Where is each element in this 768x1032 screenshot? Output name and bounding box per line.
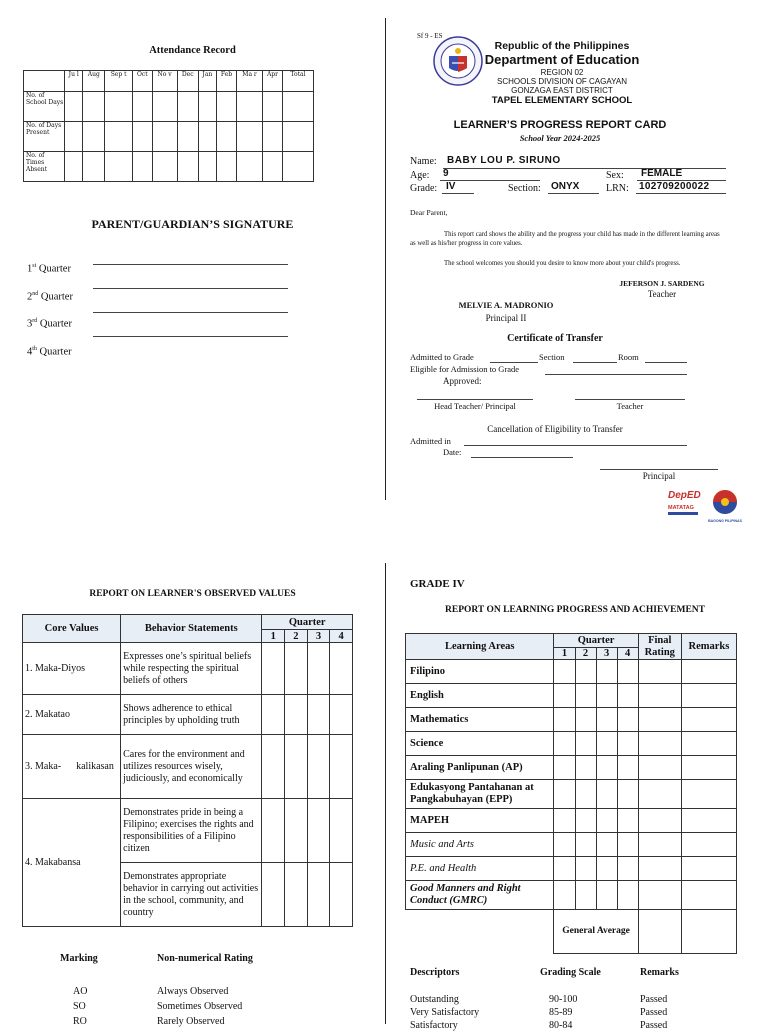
grade-cell[interactable] [617,833,638,857]
admitted-in-label: Admitted in [410,436,451,446]
rating-cell[interactable] [285,735,308,799]
transfer-principal-label: Principal [642,471,676,481]
month-header: Jan [198,71,216,92]
rating-cell[interactable] [285,799,308,863]
grade-cell[interactable] [596,780,617,809]
rating-cell[interactable] [307,799,330,863]
grade-cell[interactable] [596,881,617,910]
month-header: Apr [262,71,282,92]
grade-cell[interactable] [617,732,638,756]
core-value: 4. Makabansa [23,799,121,927]
descriptor: Satisfactory [410,1020,458,1031]
learning-area: English [406,684,554,708]
transfer-head-label: Head Teacher/ Principal [434,401,516,411]
grading-scale-header: Grading Scale [540,967,601,978]
learning-area: Good Manners and Right Conduct (GMRC) [406,881,554,910]
learner-section-label: Section: [508,183,541,194]
descriptor-remark: Passed [640,994,668,1005]
marking-header: Marking [60,953,98,964]
attendance-row-label: No. of Times Absent [24,152,65,182]
logo-bar [668,512,698,515]
remarks-cell[interactable] [681,780,736,809]
rating-cell[interactable] [285,643,308,695]
learner-sex-label: Sex: [606,170,624,181]
marking-rating: Always Observed [157,986,229,997]
behavior-statement: Shows adherence to ethical principles by upholding truth [121,695,262,735]
rating-header: Non-numerical Rating [157,953,253,964]
behavior-statement: Demonstrates appropriate behavior in carrying out activities in the school, community, and country [121,863,262,927]
col-quarter: Quarter [262,615,353,630]
month-header: Ma r [237,71,263,92]
remarks-cell[interactable] [681,857,736,881]
learner-age[interactable]: 9 [443,168,449,179]
grade-cell[interactable] [554,732,575,756]
descriptor-remark: Passed [640,1020,668,1031]
learner-section[interactable]: ONYX [551,181,580,192]
grade-cell[interactable] [575,809,596,833]
marking-code: RO [73,1016,87,1027]
learning-area: Music and Arts [406,833,554,857]
grade-cell[interactable] [617,660,638,684]
underline [548,193,599,194]
transfer-title: Certificate of Transfer [507,333,603,344]
deped-matatag-logo [668,490,706,522]
grade-cell[interactable] [617,881,638,910]
final-rating-cell[interactable] [638,857,681,881]
general-average-label: General Average [554,910,638,954]
rating-cell[interactable] [330,735,353,799]
divider-bottom [385,563,386,1024]
month-header: Oct [133,71,152,92]
grade-cell[interactable] [617,756,638,780]
signature-line[interactable] [93,312,288,313]
transfer-approved-label: Approved: [443,376,482,386]
marking-codes [73,984,87,1029]
header-district: GONZAGA EAST DISTRICT [511,86,613,95]
descriptor-remark: Passed [640,1007,668,1018]
rating-cell[interactable] [262,695,285,735]
rating-cell[interactable] [262,863,285,927]
admitted-in-field[interactable] [464,445,687,446]
month-header: Aug [83,71,105,92]
underline [442,193,474,194]
grade-cell[interactable] [617,780,638,809]
signature-line[interactable] [93,288,288,289]
month-header: Total [283,71,314,92]
signature-row-q2: 2nd Quarter [27,290,73,302]
grade-cell[interactable] [596,809,617,833]
header-region: REGION 02 [540,68,584,77]
values-table [22,614,353,927]
col-final-rating: Final Rating [638,634,681,660]
quarter-header: 1 [554,648,575,660]
bagong-pilipinas-icon [708,489,742,515]
grade-cell[interactable] [575,857,596,881]
grade-cell[interactable] [575,833,596,857]
quarter-header: 4 [330,630,353,643]
date-label: Date: [443,447,462,457]
grade-cell[interactable] [596,732,617,756]
signature-row-q4: 4th Quarter [27,345,72,357]
attendance-row-label: No. of Days Present [24,122,65,152]
remarks-cell[interactable] [681,684,736,708]
rating-cell[interactable] [262,799,285,863]
general-average-cell[interactable] [638,910,681,954]
signature-row-q1: 1st Quarter [27,263,71,275]
col-behavior: Behavior Statements [121,615,262,643]
learning-area: Mathematics [406,708,554,732]
marking-rating: Sometimes Observed [157,1001,243,1012]
transfer-admitted-label: Admitted to Grade [410,352,474,362]
blank-cell [406,910,554,954]
school-year: School Year 2024-2025 [519,133,601,143]
rating-cell[interactable] [330,863,353,927]
grade-cell[interactable] [554,809,575,833]
learning-area: MAPEH [406,809,554,833]
rating-cell[interactable] [330,695,353,735]
learner-name[interactable]: BABY LOU P. SIRUNO [447,155,561,166]
marking-code: SO [73,1001,86,1012]
header-division: SCHOOLS DIVISION OF CAGAYAN [497,77,627,86]
section-field[interactable] [573,362,617,363]
quarter-header: 2 [285,630,308,643]
descriptor: Outstanding [410,994,459,1005]
behavior-statement: Demonstrates pride in being a Filipino; exercises the rights and responsibilities of a Filipino citizen [121,799,262,863]
rating-cell[interactable] [307,643,330,695]
learner-grade-label: Grade: [410,183,438,194]
grade-cell[interactable] [554,881,575,910]
attendance-row-label: No. of School Days [24,92,65,122]
grade-title: GRADE IV [410,578,465,590]
underline [443,168,726,169]
eligible-grade-field[interactable] [545,374,687,375]
rating-cell[interactable] [262,735,285,799]
rating-cell[interactable] [330,799,353,863]
grade-cell[interactable] [575,780,596,809]
transfer-teacher-label: Teacher [616,401,644,411]
descriptor: Very Satisfactory [410,1007,480,1018]
values-title: REPORT ON LEARNER'S OBSERVED VALUES [89,589,296,599]
grade-cell[interactable] [596,708,617,732]
rating-cell[interactable] [307,735,330,799]
signature-line[interactable] [93,336,288,337]
progress-table [405,633,737,954]
remarks-cell[interactable] [681,881,736,910]
grade-cell[interactable] [596,660,617,684]
rating-cell[interactable] [285,695,308,735]
descriptor-remarks-list [640,993,667,1032]
col-core-values: Core Values [23,615,121,643]
remarks-cell[interactable] [681,660,736,684]
learner-age-label: Age: [410,170,430,181]
header-republic: Republic of the Philippines [494,40,630,52]
learner-grade[interactable]: IV [446,181,456,192]
bagong-pilipinas-logo [708,489,742,523]
grade-cell[interactable] [575,660,596,684]
learning-area: Filipino [406,660,554,684]
grade-cell[interactable] [554,780,575,809]
grade-cell[interactable] [554,756,575,780]
underline [636,193,726,194]
final-rating-cell[interactable] [638,833,681,857]
behavior-statement: Expresses one’s spiritual beliefs while respecting the spiritual beliefs of others [121,643,262,695]
descriptors-header: Descriptors [410,967,460,978]
grade-cell[interactable] [575,684,596,708]
learner-lrn[interactable]: 102709200022 [639,181,710,192]
final-rating-cell[interactable] [638,732,681,756]
header-department: Department of Education [484,52,640,67]
month-header: No v [152,71,177,92]
quarter-header: 3 [596,648,617,660]
marking-code: AO [73,986,88,997]
rating-cell[interactable] [330,643,353,695]
bagong-pilipinas-text: BAGONG PILIPINAS [708,519,742,523]
marking-rating: Rarely Observed [157,1016,225,1027]
matatag-logo-text: MATATAG [668,505,694,511]
learning-area: Edukasyong Pantahanan at Pangkabuhayan (EPP) [406,780,554,809]
col-remarks: Remarks [681,634,736,660]
descriptor-list [410,993,479,1032]
grading-scale: 85-89 [549,1007,573,1018]
cancellation-title: Cancellation of Eligibility to Transfer [487,424,623,434]
final-rating-cell[interactable] [638,780,681,809]
grade-cell[interactable] [575,708,596,732]
core-value: 1. Maka-Diyos [23,643,121,695]
quarter-header: 2 [575,648,596,660]
principal-signature-line[interactable] [600,469,718,470]
final-rating-cell[interactable] [638,708,681,732]
room-field[interactable] [645,362,687,363]
month-header: Dec [177,71,198,92]
transfer-eligible-label: Eligible for Admission to Grade [410,364,520,374]
principal-name: MELVIE A. MADRONIO [458,300,554,310]
learner-name-label: Name: [410,156,437,167]
teacher-role: Teacher [647,289,677,299]
report-card-title: LEARNER’S PROGRESS REPORT CARD [453,119,667,131]
final-rating-cell[interactable] [638,660,681,684]
letter-paragraph-2: The school welcomes you should you desire to know more about your child's progress. [444,260,681,267]
core-value: 2. Makatao [23,695,121,735]
header-school: TAPEL ELEMENTARY SCHOOL [491,95,633,106]
quarter-header: 4 [617,648,638,660]
remarks-cell[interactable] [681,756,736,780]
descriptor-remarks-header: Remarks [640,967,679,978]
quarter-header: 1 [262,630,285,643]
learner-lrn-label: LRN: [606,183,629,194]
final-rating-cell[interactable] [638,809,681,833]
grade-cell[interactable] [596,833,617,857]
letter-salutation: Dear Parent, [410,208,448,217]
attendance-title: Attendance Record [149,45,236,56]
grade-cell[interactable] [554,684,575,708]
teacher-name: JEFERSON J. SARDENG [619,279,705,288]
grade-cell[interactable] [575,732,596,756]
learner-sex[interactable]: FEMALE [641,168,683,179]
core-value: 3. Maka- kalikasan [23,735,121,799]
marking-ratings [157,984,242,1029]
learning-area: Araling Panlipunan (AP) [406,756,554,780]
grade-cell[interactable] [617,684,638,708]
grade-cell[interactable] [617,708,638,732]
behavior-statement: Cares for the environment and utilizes resources wisely, judiciously, and economically [121,735,262,799]
rating-cell[interactable] [262,643,285,695]
grade-cell[interactable] [554,857,575,881]
principal-role: Principal II [485,313,527,323]
grade-cell[interactable] [554,833,575,857]
grade-cell[interactable] [617,809,638,833]
quarter-header: 3 [307,630,330,643]
transfer-section-label: Section [539,352,565,362]
grade-cell[interactable] [575,881,596,910]
remarks-cell[interactable] [681,833,736,857]
final-rating-cell[interactable] [638,756,681,780]
grading-scale: 80-84 [549,1020,573,1031]
month-header: Ju l [65,71,83,92]
remarks-cell[interactable] [681,708,736,732]
col-learning-areas: Learning Areas [406,634,554,660]
letter-paragraph-1: This report card shows the ability and the progress your child has made in the different learning areas as well as his/her progress in core values. [410,231,720,247]
final-rating-cell[interactable] [638,881,681,910]
signature-line[interactable] [93,264,288,265]
parent-signature-title: PARENT/GUARDIAN’S SIGNATURE [91,217,294,231]
rating-cell[interactable] [307,863,330,927]
grade-cell[interactable] [596,857,617,881]
grade-cell[interactable] [596,756,617,780]
grade-cell[interactable] [575,756,596,780]
deped-logo-text: DepED [668,490,701,501]
grade-cell[interactable] [554,708,575,732]
general-average-remarks-cell[interactable] [681,910,736,954]
teacher-signature-line[interactable] [575,399,685,400]
form-code: Sf 9 - ES [417,32,443,40]
divider-top [385,18,386,500]
signature-quarters [27,254,73,364]
grade-cell[interactable] [617,857,638,881]
scale-list [549,993,577,1032]
grade-cell[interactable] [596,684,617,708]
admitted-grade-field[interactable] [490,362,538,363]
learning-area: Science [406,732,554,756]
col-quarter: Quarter [554,634,638,648]
progress-title: REPORT ON LEARNING PROGRESS AND ACHIEVEMENT [445,605,705,615]
remarks-cell[interactable] [681,809,736,833]
grade-cell[interactable] [554,660,575,684]
final-rating-cell[interactable] [638,684,681,708]
month-header: Feb [216,71,236,92]
grading-scale: 90-100 [549,994,578,1005]
remarks-cell[interactable] [681,732,736,756]
attendance-corner [24,71,65,92]
signature-row-q3: 3rd Quarter [27,318,72,330]
rating-cell[interactable] [307,695,330,735]
head-signature-line[interactable] [417,399,533,400]
date-field[interactable] [471,457,573,458]
month-header: Sep t [105,71,133,92]
rating-cell[interactable] [285,863,308,927]
transfer-room-label: Room [618,352,639,362]
attendance-table [23,70,314,182]
learning-area: P.E. and Health [406,857,554,881]
